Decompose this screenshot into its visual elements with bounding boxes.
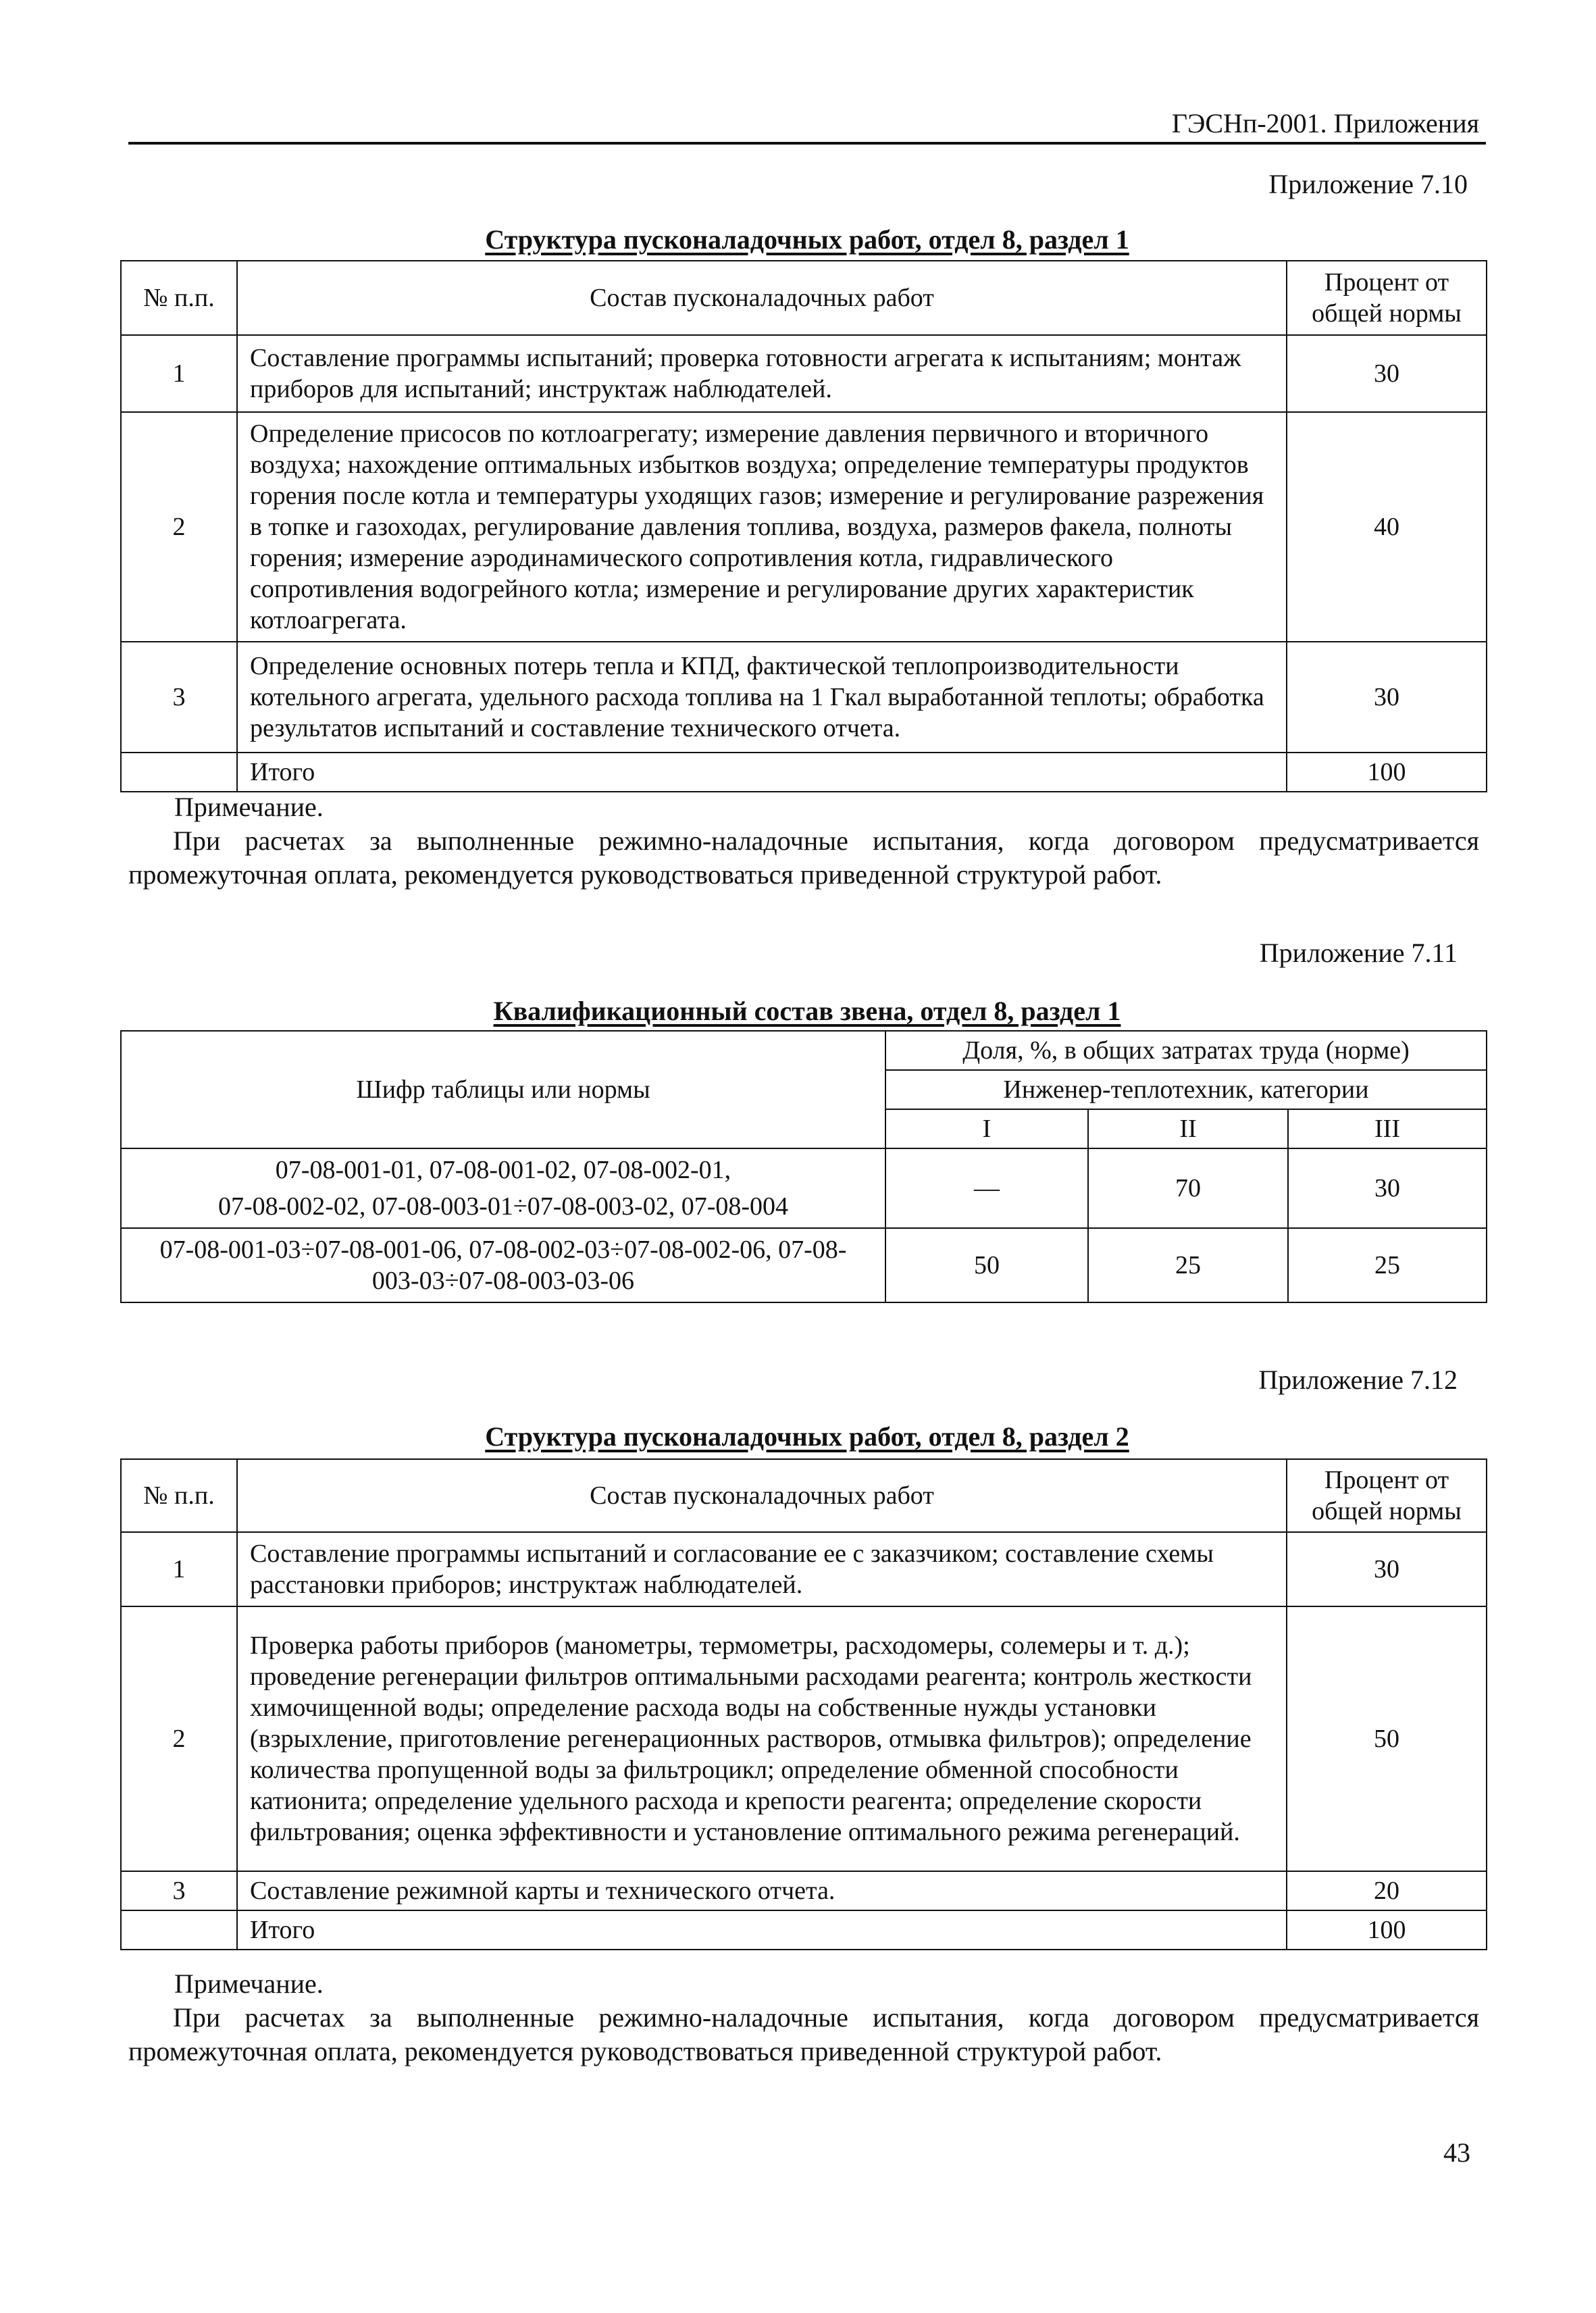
header-cat2: II xyxy=(1088,1109,1288,1148)
header-rule xyxy=(128,142,1486,145)
header-content: Состав пусконаладочных работ xyxy=(237,261,1287,335)
row-num: 3 xyxy=(121,1871,237,1910)
table-row xyxy=(121,335,1487,412)
running-header: ГЭСНп-2001. Приложения xyxy=(1171,108,1479,138)
row-cat3: 30 xyxy=(1288,1148,1487,1228)
row-cat1: 50 xyxy=(885,1228,1088,1302)
header-percent: Процент от общей нормы xyxy=(1287,261,1487,335)
row-num: 1 xyxy=(121,335,237,412)
row-code xyxy=(121,1228,885,1302)
table-header-row xyxy=(121,1459,1487,1532)
row-code-line: 07-08-001-03÷07-08-001-06, 07-08-002-03÷07-08-002-06, 07-08- xyxy=(159,1236,847,1264)
row-content: Составление программы испытаний и согласование ее с заказчиком; составление схемы расстановки приборов; инструктаж наблюдателей. xyxy=(237,1532,1287,1606)
table-row xyxy=(121,1871,1487,1910)
table-total-row xyxy=(121,753,1487,792)
row-content: Определение присосов по котлоагрегату; измерение давления первичного и вторичного воздуха; нахождение оптимальных избытков воздуха; определение температуры продуктов горения после котла и температуры уходящих газов; измерение и регулирование разрежения в топке и газоходах, регулирование давления топлива, воздуха, размеров факела, полноты горения; измерение аэродинамического сопротивления котла, гидравлического сопротивления водогрейного котла; измерение и регулирование других характеристик котлоагрегата. xyxy=(237,412,1287,642)
row-code-line: 07-08-001-01, 07-08-001-02, 07-08-002-01, xyxy=(275,1156,731,1184)
total-empty-cell xyxy=(121,753,237,792)
row-percent: 30 xyxy=(1287,335,1487,412)
header-share: Доля, %, в общих затратах труда (норме) xyxy=(885,1031,1487,1070)
table-row xyxy=(121,642,1487,753)
table-row xyxy=(121,1606,1487,1871)
header-engineer: Инженер-теплотехник, категории xyxy=(885,1070,1487,1109)
row-percent: 40 xyxy=(1287,412,1487,642)
table-7-12 xyxy=(120,1458,1487,1950)
note-label-7-12: Примечание. xyxy=(174,1968,324,1999)
header-cat3: III xyxy=(1288,1109,1487,1148)
table-row xyxy=(121,1148,1487,1228)
appendix-7-11-label: Приложение 7.11 xyxy=(1259,938,1458,968)
table-row xyxy=(121,1532,1487,1606)
row-cat2: 70 xyxy=(1088,1148,1288,1228)
total-percent: 100 xyxy=(1287,1910,1487,1950)
table-row xyxy=(121,1228,1487,1302)
row-cat2: 25 xyxy=(1088,1228,1288,1302)
total-empty-cell xyxy=(121,1910,237,1950)
appendix-7-10-title: Структура пусконаладочных работ, отдел 8, раздел 1 xyxy=(485,224,1129,255)
row-num: 1 xyxy=(121,1532,237,1606)
total-label: Итого xyxy=(237,1910,1287,1950)
total-label: Итого xyxy=(237,753,1287,792)
appendix-7-10-label: Приложение 7.10 xyxy=(1268,169,1468,199)
row-cat3: 25 xyxy=(1288,1228,1487,1302)
table-header-row xyxy=(121,261,1487,335)
appendix-7-12-label: Приложение 7.12 xyxy=(1258,1365,1458,1395)
note-text-7-10: При расчетах за выполненные режимно-наладочные испытания, когда договором предусматривается промежуточная оплата, рекомендуется руководствоваться приведенной структурой работ. xyxy=(128,825,1479,890)
note-label-7-10: Примечание. xyxy=(174,792,324,822)
table-header-row xyxy=(121,1031,1487,1070)
note-text-7-12: При расчетах за выполненные режимно-наладочные испытания, когда договором предусматривается промежуточная оплата, рекомендуется руководствоваться приведенной структурой работ. xyxy=(128,2002,1479,2066)
row-percent: 50 xyxy=(1287,1606,1487,1871)
table-row xyxy=(121,412,1487,642)
row-code-line: 003-03÷07-08-003-03-06 xyxy=(371,1267,635,1295)
row-percent: 30 xyxy=(1287,1532,1487,1606)
header-num: № п.п. xyxy=(121,261,237,335)
row-content: Составление режимной карты и технического отчета. xyxy=(237,1871,1287,1910)
row-code-line: 07-08-002-02, 07-08-003-01÷07-08-003-02, 07-08-004 xyxy=(217,1192,789,1221)
row-cat1: — xyxy=(885,1148,1088,1228)
row-content: Определение основных потерь тепла и КПД, фактической теплопроизводительности котельного агрегата, удельного расхода топлива на 1 Гкал выработанной теплоты; обработка результатов испытаний и составление технического отчета. xyxy=(237,642,1287,753)
header-num: № п.п. xyxy=(121,1459,237,1532)
header-cat1: I xyxy=(885,1109,1088,1148)
row-content: Проверка работы приборов (манометры, термометры, расходомеры, солемеры и т. д.); проведение регенерации фильтров оптимальными расходами реагента; контроль жесткости химочищенной воды; определение расхода воды на собственные нужды установки (взрыхление, приготовление регенерационных растворов, отмывка фильтров); определение количества пропущенной воды за фильтроцикл; определение обменной способности катионита; определение удельного расхода и крепости реагента; определение скорости фильтрования; оценка эффективности и установление оптимального режима регенераций. xyxy=(237,1606,1287,1871)
row-percent: 30 xyxy=(1287,642,1487,753)
row-content: Составление программы испытаний; проверка готовности агрегата к испытаниям; монтаж приборов для испытаний; инструктаж наблюдателей. xyxy=(237,335,1287,412)
table-total-row xyxy=(121,1910,1487,1950)
row-num: 2 xyxy=(121,412,237,642)
table-7-10 xyxy=(120,260,1487,792)
total-percent: 100 xyxy=(1287,753,1487,792)
row-num: 3 xyxy=(121,642,237,753)
header-content: Состав пусконаладочных работ xyxy=(237,1459,1287,1532)
appendix-7-11-title: Квалификационный состав звена, отдел 8, раздел 1 xyxy=(493,996,1121,1026)
appendix-7-12-title: Структура пусконаладочных работ, отдел 8, раздел 2 xyxy=(485,1421,1129,1452)
page-number: 43 xyxy=(1443,2137,1470,2168)
table-7-11 xyxy=(120,1030,1487,1303)
header-percent: Процент от общей нормы xyxy=(1287,1459,1487,1532)
row-percent: 20 xyxy=(1287,1871,1487,1910)
header-code: Шифр таблицы или нормы xyxy=(121,1031,885,1148)
row-code xyxy=(121,1148,885,1228)
row-num: 2 xyxy=(121,1606,237,1871)
